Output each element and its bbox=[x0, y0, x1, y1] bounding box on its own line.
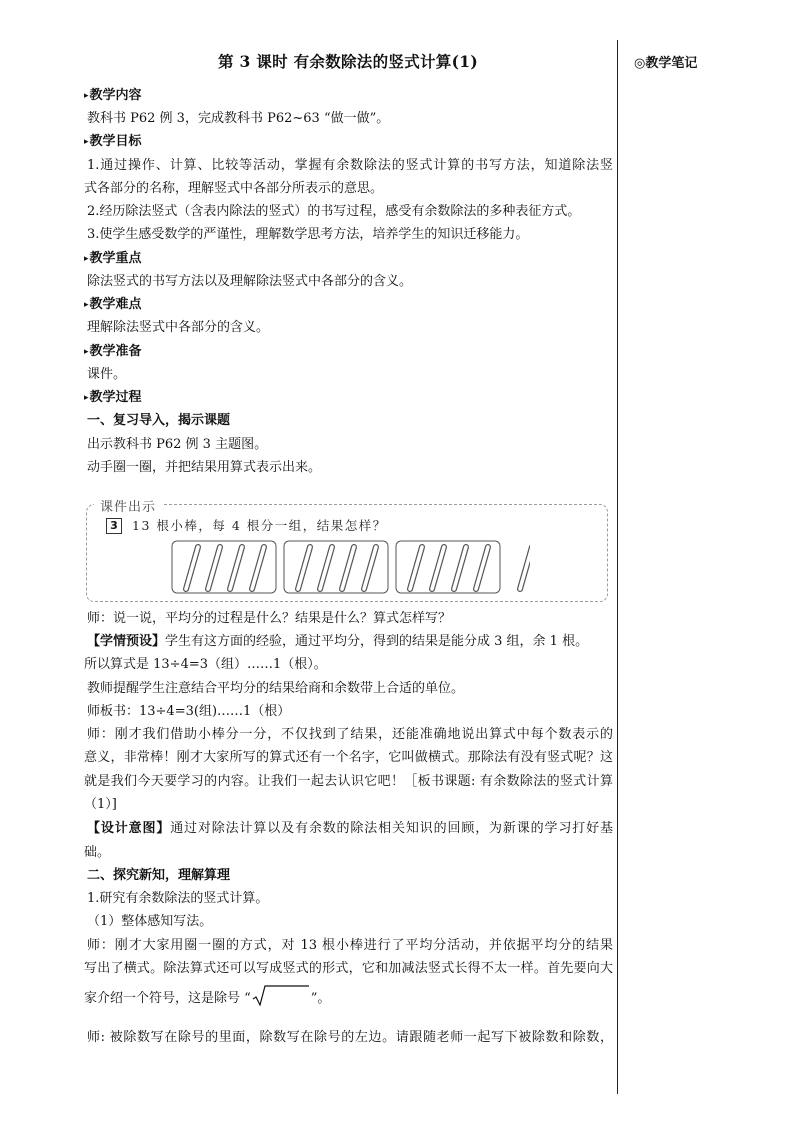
praise-line-1: 师：刚才我们借助小棒分一分，不仅找到了结果，还能准确地说出算式中每个数表示的 bbox=[87, 727, 613, 742]
intent-line-1 bbox=[87, 821, 613, 837]
sticks-illustration bbox=[170, 539, 530, 595]
courseware-tab-label: 课件出示 bbox=[94, 496, 162, 515]
preview-tag: 【学情预设】 bbox=[87, 634, 166, 649]
remind-text: 教师提醒学生注意结合平均分的结果给商和余数带上合适的单位。 bbox=[87, 681, 465, 696]
part-2-paragraph-1-line-3 bbox=[84, 990, 330, 1007]
praise-line-2: 意义，非常棒！刚才大家所写的算式还有一个名字，它叫做横式。那除法有没有竖式呢？这 bbox=[84, 750, 613, 765]
division-sign-close-quote: ”。 bbox=[310, 991, 331, 1006]
stick-highlight bbox=[364, 547, 376, 589]
goal-1-line-1: 1.通过操作、计算、比较等活动，掌握有余数除法的竖式计算的书写方法，知道除法竖 bbox=[87, 158, 613, 173]
courseware-box bbox=[86, 496, 608, 601]
example-problem-text: 13 根小棒，每 4 根分一组，结果怎样？ bbox=[132, 518, 387, 533]
part-2-line-2: （1）整体感知写法。 bbox=[87, 914, 213, 929]
board-writing: 师板书：13÷4=3(组)……1（根） bbox=[87, 704, 291, 719]
intent-text: 通过对除法计算以及有余数的除法相关知识的回顾，为新课的学习打好基 bbox=[170, 821, 613, 836]
stick-highlight bbox=[454, 547, 466, 589]
intent-tag: 【设计意图】 bbox=[87, 821, 171, 836]
heading-teaching-content: ▸ 教学内容 bbox=[84, 88, 142, 105]
heading-teaching-process: ▸ 教学过程 bbox=[84, 390, 142, 407]
preparation-text: 课件。 bbox=[87, 367, 127, 382]
teaching-notes-label: ◎教学笔记 bbox=[634, 56, 698, 71]
part-2-paragraph-1-line-2: 写出了横式。除法算式还可以写成竖式的形式，它和加减法竖式长得不太一样。首先要向大 bbox=[84, 961, 613, 976]
division-bracket-symbol bbox=[251, 990, 311, 1004]
teacher-question: 师：说一说，平均分的过程是什么？结果是什么？算式怎样写？ bbox=[87, 611, 452, 626]
difficulty-text: 理解除法竖式中各部分的含义。 bbox=[87, 320, 270, 335]
part-2-line-1: 1.研究有余数除法的竖式计算。 bbox=[87, 891, 269, 906]
preview-line-1 bbox=[87, 634, 588, 650]
preview-line-2: 所以算式是 13÷4=3（组）……1（根）。 bbox=[84, 657, 327, 672]
goal-3: 3.使学生感受数学的严谨性，理解数学思考方法，培养学生的知识迁移能力。 bbox=[87, 227, 529, 242]
goal-2: 2.经历除法竖式（含表内除法的竖式）的书写过程，感受有余数除法的多种表征方式。 bbox=[87, 204, 581, 219]
part-2-paragraph-1-line-1: 师：刚才大家用圈一圈的方式，对 13 根小棒进行了平均分活动，并依据平均分的结果 bbox=[87, 938, 613, 953]
margin-divider-line bbox=[617, 40, 618, 1094]
part-1-heading: 一、复习导入，揭示课题 bbox=[87, 413, 231, 428]
stick-highlight bbox=[230, 547, 242, 589]
key-point-text: 除法竖式的书写方法以及理解除法竖式中各部分的含义。 bbox=[87, 274, 413, 289]
stick-highlight bbox=[476, 547, 488, 589]
praise-line-4: （1）] bbox=[84, 797, 117, 812]
goal-1-line-2: 式各部分的名称，理解竖式中各部分所表示的意思。 bbox=[84, 181, 384, 196]
heading-difficulty: ▸ 教学难点 bbox=[84, 297, 142, 314]
heading-teaching-goals: ▸ 教学目标 bbox=[84, 134, 142, 151]
heading-preparation: ▸ 教学准备 bbox=[84, 344, 142, 361]
stick-highlight bbox=[342, 547, 354, 589]
stick-highlight bbox=[186, 547, 198, 589]
division-sign-intro: 家介绍一个符号，这是除号 “ bbox=[84, 991, 251, 1006]
lesson-title: 第 3 课时 有余数除法的竖式计算(1) bbox=[218, 52, 478, 71]
heading-key-point: ▸ 教学重点 bbox=[84, 251, 142, 268]
part-1-line-1: 出示教科书 P62 例 3 主题图。 bbox=[87, 437, 268, 452]
example-number-badge: 3 bbox=[106, 518, 122, 534]
preview-text: 学生有这方面的经验，通过平均分，得到的结果是能分成 3 组，余 1 根。 bbox=[165, 634, 589, 649]
intent-line-2: 础。 bbox=[84, 845, 111, 860]
stick-highlight bbox=[320, 547, 332, 589]
part-2-paragraph-2-line-1: 师: 被除数写在除号的里面，除数写在除号的左边。请跟随老师一起写下被除数和除数， bbox=[87, 1030, 613, 1045]
stick-highlight bbox=[432, 547, 444, 589]
stick-highlight bbox=[410, 547, 422, 589]
stick-highlight bbox=[298, 547, 310, 589]
part-1-line-2: 动手圈一圈，并把结果用算式表示出来。 bbox=[87, 460, 322, 475]
praise-line-3: 就是我们今天要学习的内容。让我们一起去认识它吧！［板书课题: 有余数除法的竖式计算 bbox=[84, 774, 613, 789]
stick-highlight bbox=[252, 547, 264, 589]
teaching-content-text: 教科书 P62 例 3，完成教科书 P62~63 “做一做”。 bbox=[87, 111, 390, 126]
stick-highlight bbox=[208, 547, 220, 589]
part-2-heading: 二、探究新知，理解算理 bbox=[87, 868, 231, 883]
